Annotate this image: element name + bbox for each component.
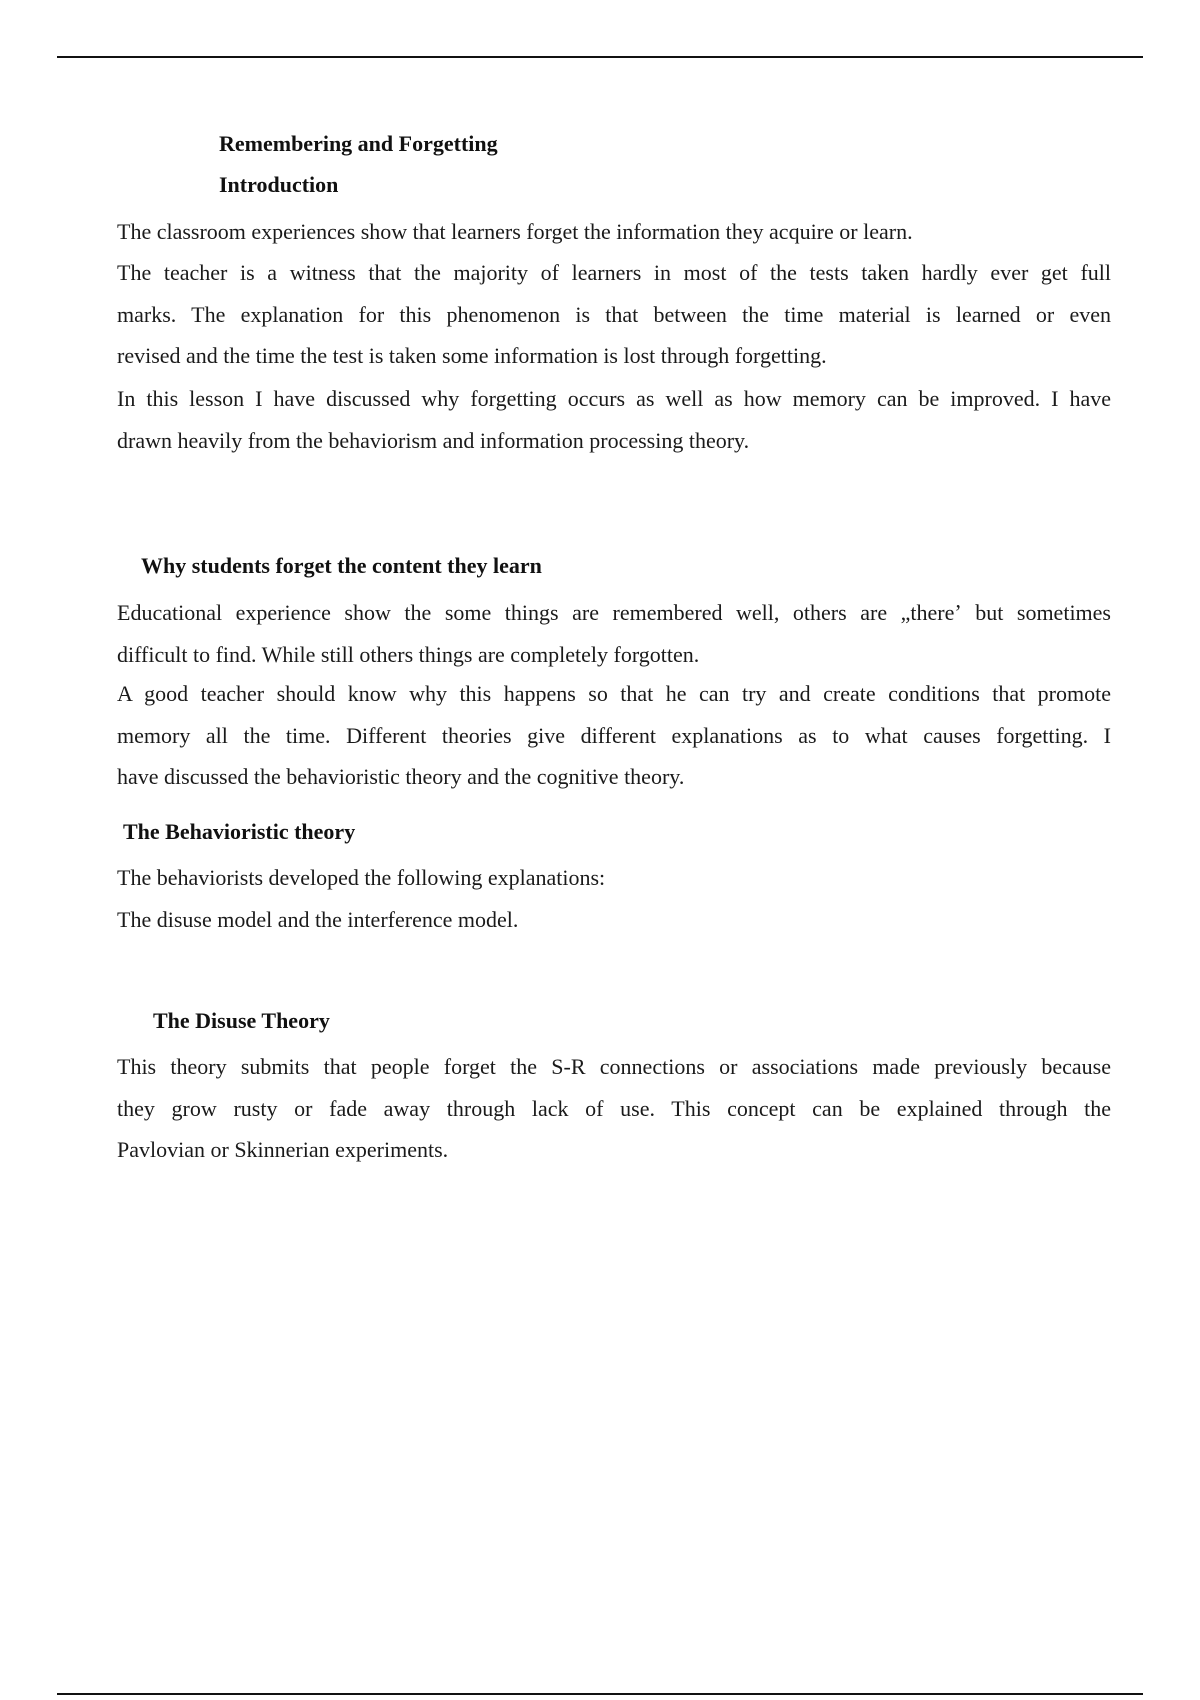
intro-paragraph-2 xyxy=(117,252,1111,377)
text-line: revised and the time the test is taken some information is lost through forgetting. xyxy=(117,343,827,368)
text-line: Educational experience show the some things are remembered well, others are „thereʼ but sometimes xyxy=(117,600,1111,625)
intro-paragraph-1 xyxy=(117,211,1111,253)
disuse-paragraph-1 xyxy=(117,1046,1111,1171)
text-line: memory all the time. Different theories give different explanations as to what causes forgetting. I xyxy=(117,722,1111,748)
bottom-rule xyxy=(57,1693,1143,1695)
document-title: Remembering and Forgetting xyxy=(219,131,498,156)
text-line: Pavlovian or Skinnerian experiments. xyxy=(117,1137,449,1162)
disuse-heading: The Disuse Theory xyxy=(153,1008,330,1033)
behavioristic-heading: The Behavioristic theory xyxy=(123,819,356,844)
text-line: In this lesson I have discussed why forgetting occurs as well as how memory can be improved. I have xyxy=(117,386,1111,411)
top-rule xyxy=(57,56,1143,58)
behavioristic-paragraph-2 xyxy=(117,899,1111,941)
text-line: The teacher is a witness that the majority of learners in most of the tests taken hardly ever get full xyxy=(117,260,1111,285)
behavioristic-paragraph-1 xyxy=(117,857,1111,899)
text-line: have discussed the behavioristic theory and the cognitive theory. xyxy=(117,764,685,789)
text-line: This theory submits that people forget the S-R connections or associations made previously because xyxy=(117,1054,1111,1079)
text-line: The behaviorists developed the following explanations: xyxy=(117,865,606,890)
text-line: The classroom experiences show that learners forget the information they acquire or learn. xyxy=(117,219,913,244)
why-forget-paragraph-1 xyxy=(117,592,1111,675)
text-line: they grow rusty or fade away through lack of use. This concept can be explained through the xyxy=(117,1095,1111,1121)
text-line: marks. The explanation for this phenomenon is that between the time material is learned or even xyxy=(117,301,1111,327)
why-forget-paragraph-2 xyxy=(117,673,1111,798)
text-line: difficult to find. While still others things are completely forgotten. xyxy=(117,641,700,667)
introduction-heading: Introduction xyxy=(219,172,339,197)
text-line: drawn heavily from the behaviorism and information processing theory. xyxy=(117,427,750,453)
text-line: A good teacher should know why this happens so that he can try and create conditions that promote xyxy=(117,681,1111,706)
intro-paragraph-3 xyxy=(117,378,1111,461)
text-line: The disuse model and the interference model. xyxy=(117,907,519,932)
why-forget-heading: Why students forget the content they learn xyxy=(141,553,542,578)
